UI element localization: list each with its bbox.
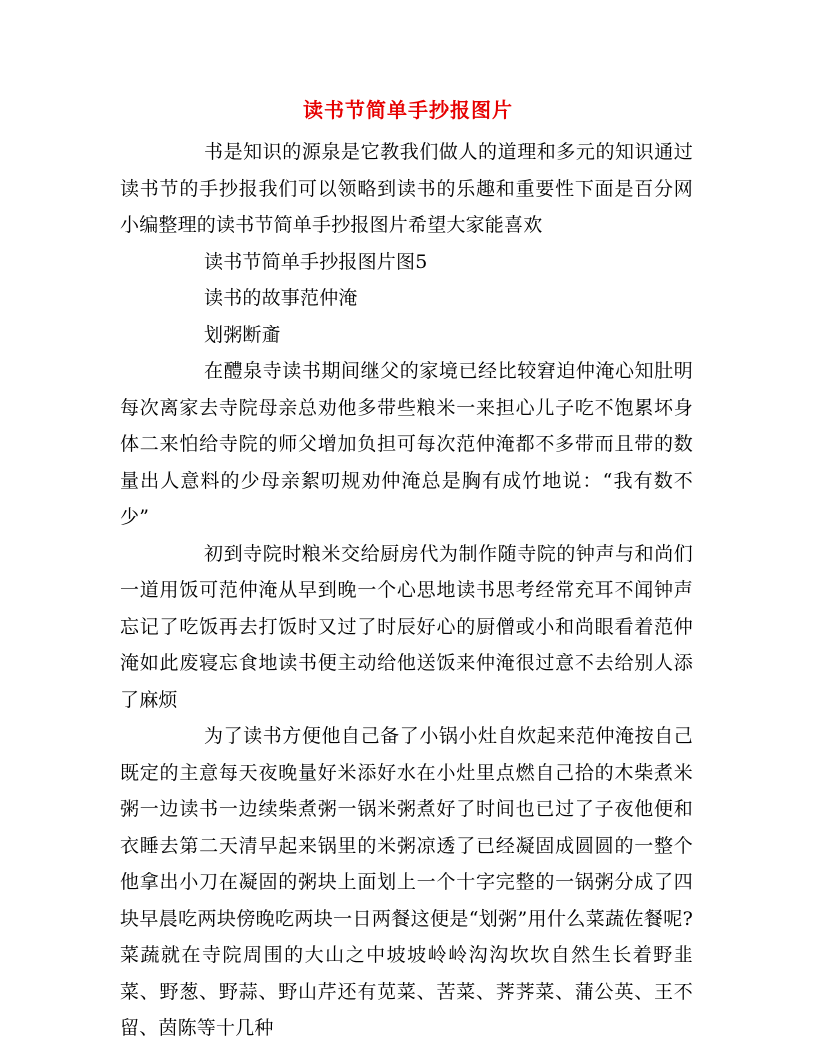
intro-paragraph: 书是知识的源泉是它教我们做人的道理和多元的知识通过读书节的手抄报我们可以领略到读书的乐趣和重要性下面是百分网小编整理的读书节简单手抄报图片希望大家能喜欢 xyxy=(120,141,693,236)
story-paragraph: 初到寺院时粮米交给厨房代为制作随寺院的钟声与和尚们一道用饭可范仲淹从早到晚一个心思地读书思考经常充耳不闻钟声忘记了吃饭再去打饭时又过了时辰好心的厨僧或小和尚眼看着范仲淹如此废寝忘食地读书便主动给他送饭来仲淹很过意不去给别人添了麻烦 xyxy=(120,542,693,711)
story-paragraph: 在醴泉寺读书期间继父的家境已经比较窘迫仲淹心知肚明每次离家去寺院母亲总劝他多带些粮米一来担心儿子吃不饱累坏身体二来怕给寺院的师父增加负担可每次范仲淹都不多带而且带的数量出人意料的少母亲絮叨规劝仲淹总是胸有成竹地说：“我有数不少” xyxy=(120,360,693,528)
story-paragraph: 为了读书方便他自己备了小锅小灶自炊起来范仲淹按自己既定的主意每天夜晚量好米添好水在小灶里点燃自己拾的木柴煮米粥一边读书一边续柴煮粥一锅米粥煮好了时间也已过了子夜他便和衣睡去第二天清早起来锅里的米粥凉透了已经凝固成圆圆的一整个他拿出小刀在凝固的粥块上面划上一个十字完整的一锅粥分成了四块早晨吃两块傍晚吃两块一日两餐这便是“划粥”用什么菜蔬佐餐呢?菜蔬就在寺院周围的大山之中坡坡岭岭沟沟坎坎自然生长着野韭菜、野葱、野蒜、野山芹还有苋菜、苦菜、荠荠菜、蒲公英、王不留、茵陈等十几种 xyxy=(120,725,693,1039)
document-title: 读书节简单手抄报图片 xyxy=(303,98,513,122)
image-caption: 读书节简单手抄报图片图5 xyxy=(204,250,428,273)
document-body xyxy=(120,134,693,1047)
story-title: 划粥断齑 xyxy=(204,323,281,346)
section-heading: 读书的故事范仲淹 xyxy=(204,287,358,309)
